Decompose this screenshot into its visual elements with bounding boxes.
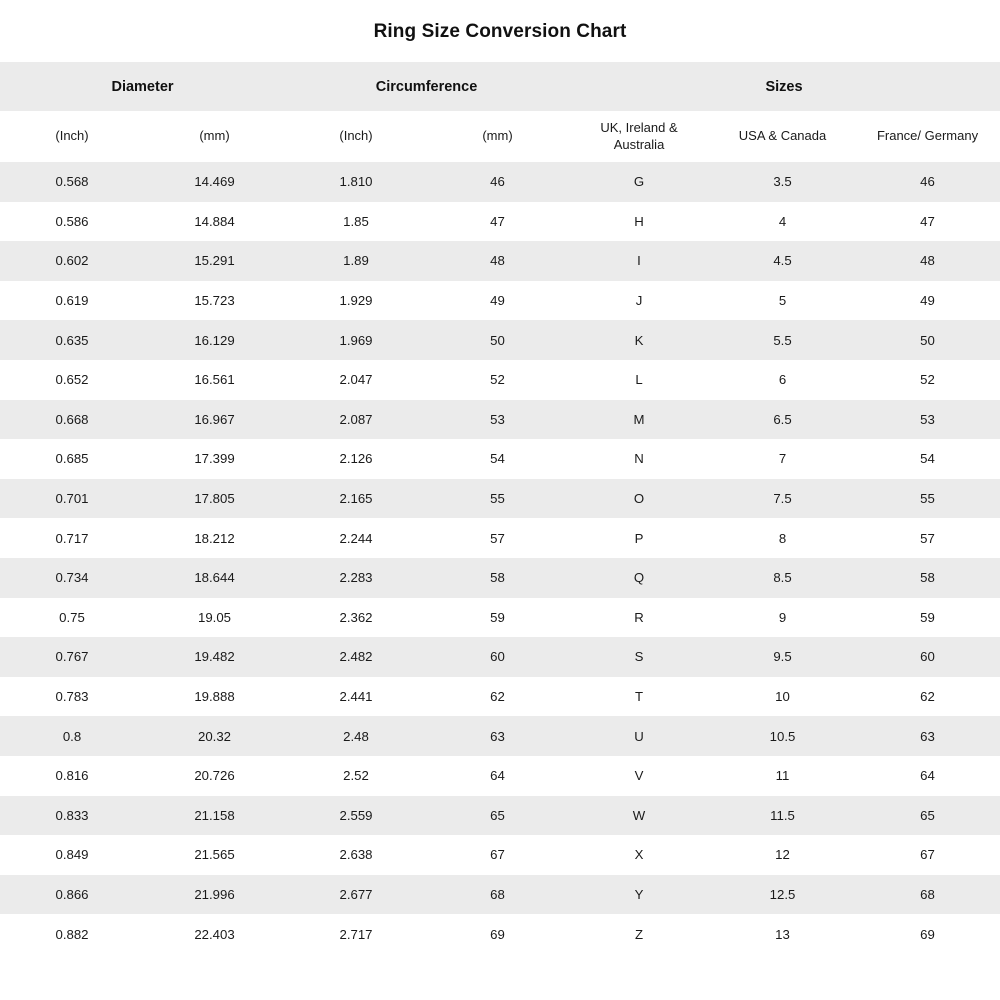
cell-diameter-inch: 0.568: [55, 174, 89, 190]
cell-france-germany: 58: [920, 570, 935, 586]
cell-diameter-inch: 0.635: [55, 332, 89, 348]
table-row: [0, 637, 1000, 677]
cell-france-germany: 52: [920, 372, 935, 388]
cell-circumference-inch: 2.677: [339, 886, 373, 902]
cell-uk-ireland-australia: Z: [634, 926, 644, 942]
cell-diameter-mm: 16.967: [194, 411, 235, 427]
cell-diameter-inch: 0.767: [55, 649, 89, 665]
cell-circumference-inch: 2.047: [339, 372, 373, 388]
cell-diameter-mm: 15.291: [194, 253, 235, 269]
cell-diameter-inch: 0.685: [55, 451, 89, 467]
group-header-diameter: Diameter: [111, 78, 174, 95]
cell-usa-canada: 9.5: [773, 649, 792, 665]
cell-diameter-inch: 0.866: [55, 886, 89, 902]
cell-uk-ireland-australia: L: [635, 372, 643, 388]
cell-uk-ireland-australia: Y: [634, 886, 644, 902]
cell-circumference-mm: 67: [490, 847, 505, 863]
cell-usa-canada: 10.5: [769, 728, 796, 744]
cell-circumference-inch: 1.85: [343, 213, 369, 229]
column-header-france-germany: France/ Germany: [876, 128, 979, 144]
cell-circumference-mm: 58: [490, 570, 505, 586]
cell-circumference-mm: 47: [490, 213, 505, 229]
cell-diameter-inch: 0.882: [55, 926, 89, 942]
cell-france-germany: 46: [920, 174, 935, 190]
table-row: [0, 518, 1000, 558]
cell-diameter-mm: 17.399: [194, 451, 235, 467]
cell-uk-ireland-australia: H: [634, 213, 644, 229]
cell-diameter-inch: 0.849: [55, 847, 89, 863]
cell-usa-canada: 12: [775, 847, 790, 863]
cell-usa-canada: 5.5: [773, 332, 792, 348]
cell-france-germany: 65: [920, 807, 935, 823]
cell-france-germany: 69: [920, 926, 935, 942]
cell-circumference-mm: 53: [490, 411, 505, 427]
cell-uk-ireland-australia: M: [633, 411, 645, 427]
cell-circumference-inch: 2.362: [339, 609, 373, 625]
cell-france-germany: 47: [920, 213, 935, 229]
table-row: [0, 202, 1000, 242]
cell-circumference-inch: 2.441: [339, 689, 373, 705]
cell-diameter-mm: 16.129: [194, 332, 235, 348]
table-sub-header-row: [0, 111, 1000, 162]
cell-circumference-mm: 62: [490, 689, 505, 705]
cell-france-germany: 54: [920, 451, 935, 467]
cell-diameter-mm: 14.884: [194, 213, 235, 229]
cell-circumference-inch: 2.482: [339, 649, 373, 665]
cell-france-germany: 63: [920, 728, 935, 744]
cell-circumference-inch: 2.283: [339, 570, 373, 586]
table-row: [0, 756, 1000, 796]
cell-usa-canada: 13: [775, 926, 790, 942]
cell-uk-ireland-australia: W: [632, 807, 646, 823]
cell-france-germany: 49: [920, 293, 935, 309]
group-header-sizes: Sizes: [765, 78, 803, 95]
cell-diameter-mm: 16.561: [194, 372, 235, 388]
cell-circumference-mm: 63: [490, 728, 505, 744]
cell-circumference-mm: 48: [490, 253, 505, 269]
cell-diameter-mm: 14.469: [194, 174, 235, 190]
cell-circumference-inch: 2.126: [339, 451, 373, 467]
cell-diameter-inch: 0.701: [55, 491, 89, 507]
cell-circumference-inch: 1.810: [339, 174, 373, 190]
cell-diameter-inch: 0.8: [62, 728, 82, 744]
cell-france-germany: 48: [920, 253, 935, 269]
cell-uk-ireland-australia: R: [634, 609, 644, 625]
cell-usa-canada: 9: [778, 609, 787, 625]
cell-circumference-inch: 1.89: [343, 253, 369, 269]
cell-circumference-mm: 59: [490, 609, 505, 625]
cell-usa-canada: 12.5: [769, 886, 796, 902]
cell-diameter-mm: 15.723: [194, 293, 235, 309]
cell-usa-canada: 6: [778, 372, 787, 388]
table-row: [0, 281, 1000, 321]
column-header-diameter-mm: (mm): [199, 128, 230, 144]
cell-usa-canada: 3.5: [773, 174, 792, 190]
cell-circumference-mm: 68: [490, 886, 505, 902]
cell-circumference-mm: 50: [490, 332, 505, 348]
cell-usa-canada: 10: [775, 689, 790, 705]
ring-size-table: [0, 62, 1000, 954]
table-header: [0, 62, 1000, 162]
cell-circumference-inch: 2.244: [339, 530, 373, 546]
cell-diameter-mm: 21.565: [194, 847, 235, 863]
column-header-circumference-mm: (mm): [482, 128, 513, 144]
cell-diameter-inch: 0.619: [55, 293, 89, 309]
table-row: [0, 796, 1000, 836]
cell-france-germany: 50: [920, 332, 935, 348]
column-header-circumference-inch: (Inch): [339, 128, 373, 144]
cell-circumference-mm: 64: [490, 768, 505, 784]
table-row: [0, 320, 1000, 360]
cell-uk-ireland-australia: G: [633, 174, 645, 190]
cell-diameter-inch: 0.833: [55, 807, 89, 823]
cell-usa-canada: 4.5: [773, 253, 792, 269]
cell-usa-canada: 4: [778, 213, 787, 229]
cell-circumference-inch: 2.165: [339, 491, 373, 507]
cell-usa-canada: 11.5: [770, 807, 795, 823]
table-row: [0, 162, 1000, 202]
table-row: [0, 914, 1000, 954]
table-row: [0, 360, 1000, 400]
page-title: Ring Size Conversion Chart: [373, 21, 627, 42]
cell-diameter-mm: 22.403: [194, 926, 235, 942]
cell-circumference-mm: 65: [490, 807, 505, 823]
cell-usa-canada: 6.5: [773, 411, 792, 427]
cell-diameter-mm: 18.644: [194, 570, 235, 586]
cell-usa-canada: 8: [778, 530, 787, 546]
cell-diameter-mm: 19.888: [194, 689, 235, 705]
cell-circumference-inch: 1.969: [339, 332, 373, 348]
cell-france-germany: 68: [920, 886, 935, 902]
cell-usa-canada: 8.5: [773, 570, 792, 586]
cell-uk-ireland-australia: X: [634, 847, 644, 863]
cell-france-germany: 55: [920, 491, 935, 507]
cell-usa-canada: 7: [778, 451, 787, 467]
cell-circumference-mm: 46: [490, 174, 505, 190]
cell-diameter-inch: 0.734: [55, 570, 89, 586]
column-header-uk-ireland-australia: UK, Ireland & Australia: [600, 120, 678, 152]
cell-circumference-mm: 55: [490, 491, 505, 507]
cell-uk-ireland-australia: U: [634, 728, 644, 744]
cell-diameter-mm: 21.158: [194, 807, 235, 823]
cell-france-germany: 53: [920, 411, 935, 427]
cell-usa-canada: 5: [778, 293, 787, 309]
cell-diameter-inch: 0.652: [55, 372, 89, 388]
cell-circumference-inch: 2.717: [339, 926, 373, 942]
cell-france-germany: 62: [920, 689, 935, 705]
cell-diameter-inch: 0.783: [55, 689, 89, 705]
table-row: [0, 598, 1000, 638]
cell-diameter-inch: 0.602: [55, 253, 89, 269]
cell-diameter-mm: 19.05: [197, 609, 231, 625]
cell-diameter-mm: 17.805: [194, 491, 235, 507]
cell-uk-ireland-australia: J: [635, 293, 643, 309]
column-header-diameter-inch: (Inch): [55, 128, 89, 144]
cell-uk-ireland-australia: V: [634, 768, 644, 784]
cell-uk-ireland-australia: I: [637, 253, 641, 269]
cell-uk-ireland-australia: N: [634, 451, 644, 467]
cell-diameter-mm: 18.212: [194, 530, 235, 546]
cell-diameter-mm: 19.482: [194, 649, 235, 665]
cell-circumference-inch: 2.48: [343, 728, 369, 744]
cell-france-germany: 67: [920, 847, 935, 863]
cell-uk-ireland-australia: Q: [633, 570, 645, 586]
cell-circumference-mm: 52: [490, 372, 505, 388]
cell-circumference-inch: 2.559: [339, 807, 373, 823]
table-row: [0, 241, 1000, 281]
cell-circumference-mm: 60: [490, 649, 505, 665]
cell-circumference-mm: 69: [490, 926, 505, 942]
cell-circumference-inch: 2.52: [343, 768, 369, 784]
cell-france-germany: 57: [920, 530, 935, 546]
cell-diameter-inch: 0.668: [55, 411, 89, 427]
cell-usa-canada: 11: [775, 768, 790, 784]
table-row: [0, 875, 1000, 915]
table-body: [0, 162, 1000, 954]
table-group-header-row: [0, 62, 1000, 111]
cell-uk-ireland-australia: T: [634, 689, 644, 705]
cell-france-germany: 59: [920, 609, 935, 625]
cell-circumference-inch: 2.087: [339, 411, 373, 427]
cell-diameter-inch: 0.75: [59, 609, 85, 625]
cell-diameter-inch: 0.816: [55, 768, 89, 784]
cell-france-germany: 60: [920, 649, 935, 665]
cell-circumference-mm: 57: [490, 530, 505, 546]
cell-circumference-mm: 49: [490, 293, 505, 309]
cell-diameter-mm: 21.996: [194, 886, 235, 902]
table-row: [0, 716, 1000, 756]
cell-uk-ireland-australia: P: [634, 530, 644, 546]
cell-diameter-inch: 0.586: [55, 213, 89, 229]
cell-circumference-inch: 2.638: [339, 847, 373, 863]
column-header-usa-canada: USA & Canada: [738, 128, 827, 144]
cell-usa-canada: 7.5: [773, 491, 792, 507]
cell-france-germany: 64: [920, 768, 935, 784]
table-row: [0, 439, 1000, 479]
cell-uk-ireland-australia: O: [633, 491, 645, 507]
cell-diameter-mm: 20.726: [194, 768, 235, 784]
cell-uk-ireland-australia: S: [634, 649, 644, 665]
cell-circumference-mm: 54: [490, 451, 505, 467]
cell-uk-ireland-australia: K: [634, 332, 644, 348]
table-row: [0, 400, 1000, 440]
cell-circumference-inch: 1.929: [339, 293, 373, 309]
table-row: [0, 479, 1000, 519]
cell-diameter-inch: 0.717: [55, 530, 89, 546]
table-row: [0, 677, 1000, 717]
table-row: [0, 835, 1000, 875]
cell-diameter-mm: 20.32: [197, 728, 231, 744]
group-header-circumference: Circumference: [375, 78, 478, 95]
table-row: [0, 558, 1000, 598]
